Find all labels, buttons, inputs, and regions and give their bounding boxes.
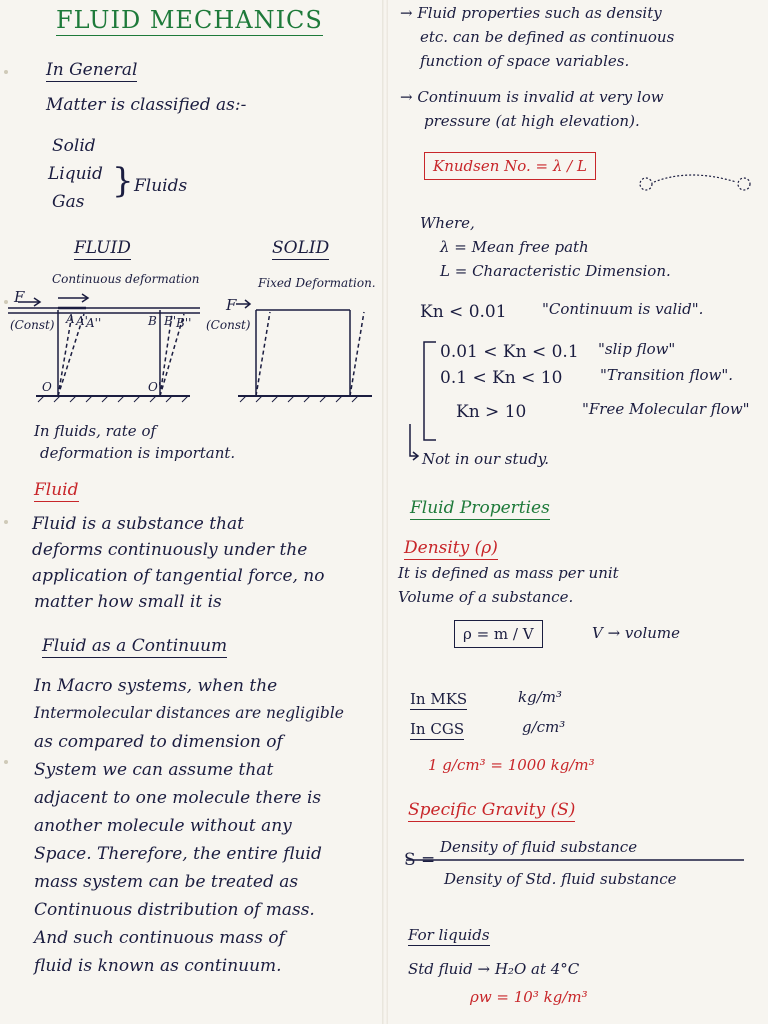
point-o: O	[42, 380, 52, 394]
continuous-deformation-label: Continuous deformation	[52, 272, 200, 286]
slip-range: 0.01 < Kn < 0.1	[440, 342, 579, 362]
point-b: B	[148, 314, 157, 328]
continuum-line-9: Continuous distribution of mass.	[34, 900, 315, 920]
point-b1: B'	[164, 314, 177, 328]
free-molecular-range: Kn > 10	[456, 402, 527, 422]
point-o1: O'	[148, 380, 162, 394]
continuum-line-7: Space. Therefore, the entire fluid	[34, 844, 322, 864]
sg-denominator: Density of Std. fluid substance	[444, 870, 677, 888]
continuum-line-4: System we can assume that	[34, 760, 274, 780]
fluid-definition-4: matter how small it is	[34, 592, 222, 612]
continuum-line-8: mass system can be treated as	[34, 872, 299, 892]
rate-line-2: deformation is important.	[40, 444, 236, 462]
point-a2: A''	[86, 316, 102, 330]
brace-symbol: }	[112, 161, 134, 201]
fluid-definition-heading: Fluid	[34, 480, 79, 500]
property-note-1c: function of space variables.	[420, 52, 630, 70]
mks-label: In MKS	[410, 690, 468, 708]
property-note-1a: → Fluid properties such as density	[400, 4, 662, 22]
solid-item: Solid	[52, 136, 96, 156]
fluid-definition-2: deforms continuously under the	[32, 540, 308, 560]
density-conversion: 1 g/cm³ = 1000 kg/m³	[428, 756, 595, 774]
water-density: ρw = 10³ kg/m³	[470, 988, 588, 1006]
continuum-line-6: another molecule without any	[34, 816, 292, 836]
solid-diagram-heading: SOLID	[272, 238, 330, 258]
fluid-definition-3: application of tangential force, no	[32, 566, 325, 586]
rate-line-1: In fluids, rate of	[34, 422, 157, 440]
gas-item: Gas	[52, 192, 85, 212]
density-definition-1: It is defined as mass per unit	[398, 564, 619, 582]
not-in-study-note: Not in our study.	[422, 450, 550, 468]
fixed-deformation-label: Fixed Deformation.	[258, 276, 376, 290]
matter-line: Matter is classified as:-	[46, 95, 247, 115]
continuum-line-3: as compared to dimension of	[34, 732, 283, 752]
length-definition: L = Characteristic Dimension.	[440, 262, 671, 280]
force-label-fluid: F	[14, 288, 25, 306]
volume-note: V → volume	[592, 624, 681, 642]
slip-flow-text: "slip flow"	[598, 340, 676, 358]
force-label-solid: F	[226, 296, 237, 314]
for-liquids-label: For liquids	[408, 926, 490, 944]
transition-range: 0.1 < Kn < 10	[440, 368, 563, 388]
fluid-properties-heading: Fluid Properties	[410, 498, 550, 518]
continuum-heading: Fluid as a Continuum	[42, 636, 228, 656]
where-label: Where,	[420, 214, 475, 232]
specific-gravity-heading: Specific Gravity (S)	[408, 800, 576, 820]
continuum-line-10: And such continuous mass of	[34, 928, 285, 948]
free-molecular-text: "Free Molecular flow"	[582, 400, 750, 418]
point-a1: A'	[76, 314, 88, 328]
page-title: FLUID MECHANICS	[56, 6, 323, 34]
sg-numerator: Density of fluid substance	[440, 838, 638, 856]
property-note-1b: etc. can be defined as continuous	[420, 28, 675, 46]
cgs-label: In CGS	[410, 720, 465, 738]
lambda-definition: λ = Mean free path	[440, 238, 589, 256]
point-b2: B''	[176, 316, 192, 330]
fluids-label: Fluids	[134, 176, 188, 196]
kn-valid-text: "Continuum is valid".	[542, 300, 704, 318]
continuum-line-1: In Macro systems, when the	[34, 676, 278, 696]
fluid-diagram-heading: FLUID	[74, 238, 131, 258]
density-definition-2: Volume of a substance.	[398, 588, 574, 606]
fluid-definition-1: Fluid is a substance that	[32, 514, 244, 534]
const-label-solid: (Const)	[206, 318, 251, 332]
cgs-unit: g/cm³	[522, 718, 566, 736]
continuum-line-11: fluid is known as continuum.	[34, 956, 282, 976]
continuum-line-5: adjacent to one molecule there is	[34, 788, 322, 808]
mks-unit: kg/m³	[518, 688, 562, 706]
kn-valid-range: Kn < 0.01	[420, 302, 507, 322]
continuum-line-2: Intermolecular distances are negligible	[34, 704, 344, 722]
transition-flow-text: "Transition flow".	[600, 366, 734, 384]
const-label-fluid: (Const)	[10, 318, 55, 332]
point-a: A	[66, 312, 75, 326]
knudsen-number-box: Knudsen No. = λ / L	[424, 152, 596, 180]
in-general-heading: In General	[46, 60, 138, 80]
property-note-2b: pressure (at high elevation).	[424, 112, 640, 130]
density-heading: Density (ρ)	[404, 538, 498, 558]
property-note-2a: → Continuum is invalid at very low	[400, 88, 664, 106]
density-formula-box: ρ = m / V	[454, 620, 543, 648]
sg-lhs: S =	[404, 850, 436, 870]
standard-fluid-line: Std fluid → H₂O at 4°C	[408, 960, 580, 978]
liquid-item: Liquid	[48, 164, 103, 184]
